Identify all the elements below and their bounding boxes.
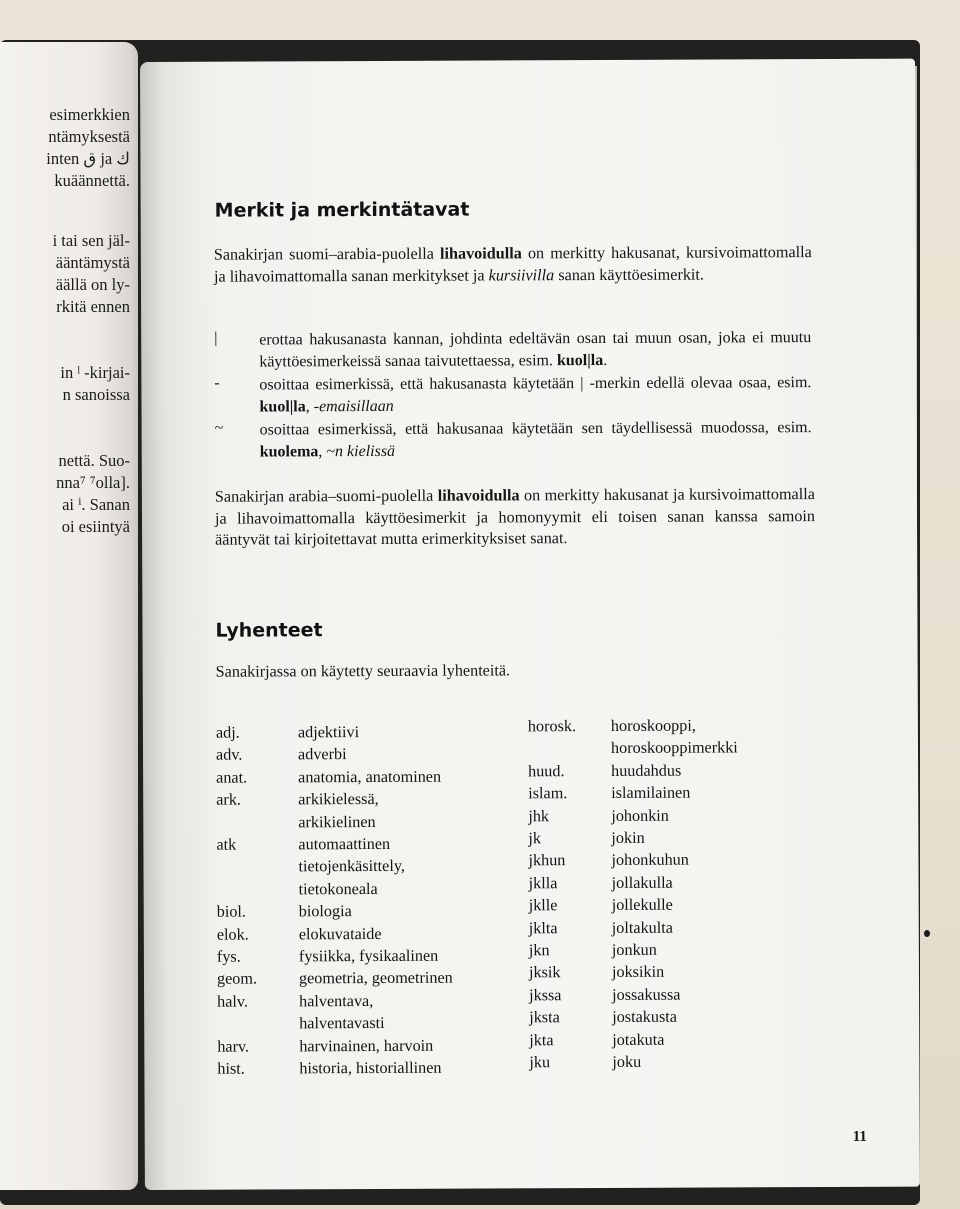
left-page-line: oi esiintyä xyxy=(61,517,130,536)
mark-example-headword: kuolema xyxy=(259,442,319,460)
abbreviation-meaning: fysiikka, fysikaalinen xyxy=(298,946,439,966)
abbreviation-meaning: tietojenkäsittely, xyxy=(298,857,405,876)
abbreviation-meaning: jokin xyxy=(611,828,645,847)
abbreviation-meaning: johonkin xyxy=(611,806,669,825)
abbreviation-meaning: halventavasti xyxy=(299,1014,385,1033)
mark-description-text: . xyxy=(603,351,608,369)
mark-description xyxy=(260,417,812,462)
abbreviation: huud. xyxy=(528,761,565,781)
arabic-side-paragraph: Sanakirjan arabia–suomi-puolella lihavoidulla on merkitty hakusanat ja kursivoimattomalla ja lihavoimattomalla käyttöesimerkit ja homonyymit eli toisen sanan kanssa samoin ääntyvät tai kirjoitettavat mutta erimerkityksiset sanat. xyxy=(214,485,816,549)
abbreviation-meaning: halventava, xyxy=(299,991,374,1011)
abbreviation-meaning: arkikielessä, xyxy=(298,790,379,809)
mark-example-headword: kuol|la xyxy=(556,351,604,369)
left-page-line: ntämyksestä xyxy=(48,127,130,146)
mark-example-usage: -emaisillaan xyxy=(313,397,394,415)
abbreviation: jk xyxy=(528,829,542,848)
left-page-line: rkitä ennen xyxy=(56,297,130,316)
mark-description-text: , xyxy=(318,442,327,460)
abbreviation: fys. xyxy=(216,947,241,966)
abbreviation: geom. xyxy=(216,969,258,989)
left-page-line: nettä. Suo- xyxy=(58,451,130,470)
abbreviation-meaning: jonkun xyxy=(611,940,657,959)
left-page xyxy=(0,42,138,1190)
mark-description xyxy=(259,327,811,372)
abbreviation-meaning: joksikin xyxy=(611,963,665,982)
mark-description-text: , xyxy=(305,397,314,415)
mark-example-headword: kuol|la xyxy=(259,397,306,415)
abbreviation-meaning: anatomia, anatominen xyxy=(298,767,442,787)
abbreviation-meaning: arkikielinen xyxy=(298,812,376,831)
mark-description xyxy=(259,372,811,417)
abbreviation: islam. xyxy=(528,784,568,803)
abbreviation-meaning: horoskooppimerkki xyxy=(610,738,738,758)
abbreviation-meaning: islamilainen xyxy=(611,783,691,803)
abbreviation-meaning: elokuvataide xyxy=(298,924,382,943)
abbreviation-meaning: geometria, geometrinen xyxy=(298,969,453,988)
abbreviation-meaning: huudahdus xyxy=(611,761,682,780)
abbreviation: biol. xyxy=(216,902,246,921)
abbreviation: halv. xyxy=(217,992,249,1011)
right-page xyxy=(140,59,920,1190)
mark-symbol: | xyxy=(214,329,218,347)
abbreviation: jkhun xyxy=(528,851,566,870)
section-title-lyhenteet: Lyhenteet xyxy=(215,619,323,642)
abbreviation-meaning: biologia xyxy=(298,902,352,921)
abbreviation: jkta xyxy=(529,1030,554,1049)
abbreviation-meaning: horoskooppi, xyxy=(610,716,696,735)
abbreviation: hist. xyxy=(217,1059,245,1078)
abbreviation: jklla xyxy=(528,873,558,893)
abbreviation: elok. xyxy=(216,925,249,944)
abbreviation: jklta xyxy=(528,918,558,937)
mark-symbol: - xyxy=(214,374,220,392)
abbreviation: jksta xyxy=(529,1008,560,1027)
abbreviation: jkn xyxy=(528,941,550,960)
abbreviation: jklle xyxy=(528,896,558,915)
abbreviation-meaning: historia, historiallinen xyxy=(299,1058,442,1078)
abbreviation: jksik xyxy=(528,963,561,982)
abbreviation-meaning: adverbi xyxy=(297,745,347,764)
abbreviations-intro: Sanakirjassa on käytetty seuraavia lyhenteitä. xyxy=(215,661,511,681)
left-page-line: i tai sen jäl- xyxy=(52,231,130,250)
abbreviation-meaning: jollekulle xyxy=(611,895,673,915)
left-page-line: ääntämystä xyxy=(55,253,130,272)
abbreviation-meaning: jossakussa xyxy=(612,985,681,1004)
mark-description-text: erottaa hakusanasta kannan, johdinta edeltävän osan tai muun osan, joka ei muutu käyttöesimerkeissä sanaa taivutettaessa, esim. xyxy=(259,329,812,370)
abbreviation: jkssa xyxy=(529,985,562,1005)
abbreviation: ark. xyxy=(216,790,241,809)
abbreviation-meaning: jollakulla xyxy=(611,873,673,892)
abbreviation-meaning: automaattinen xyxy=(298,834,391,854)
left-page-line: n sanoissa xyxy=(62,385,130,404)
abbreviation-meaning: jotakuta xyxy=(612,1030,665,1049)
left-page-line: ai ⁱ. Sanan xyxy=(62,495,130,514)
abbreviation-meaning: jostakusta xyxy=(612,1007,677,1027)
intro-paragraph: Sanakirjan suomi–arabia-puolella lihavoidulla on merkitty hakusanat, kursivoimattomalla ja lihavoimattomalla sanan merkitykset ja kursiivilla sanan käyttöesimerkit. xyxy=(213,243,812,286)
left-page-line: inten ق ja ك xyxy=(46,149,130,168)
left-page-line: in ˡ -kirjai- xyxy=(60,363,130,382)
abbreviation-meaning: johonkuhun xyxy=(611,851,689,870)
abbreviation-meaning: harvinainen, harvoin xyxy=(299,1036,434,1055)
abbreviation-meaning: joku xyxy=(612,1052,642,1071)
abbreviation: jhk xyxy=(528,806,550,825)
left-page-line: esimerkkien xyxy=(49,105,130,124)
abbreviation: harv. xyxy=(217,1037,250,1056)
margin-dot xyxy=(924,930,930,937)
mark-symbol: ~ xyxy=(214,419,224,437)
abbreviation-meaning: tietokoneala xyxy=(298,879,378,899)
abbreviation: anat. xyxy=(216,768,248,787)
left-page-line: äällä on ly- xyxy=(55,275,130,294)
mark-description-text: osoittaa esimerkissä, että hakusanaa käytetään sen täydellisessä muodossa, esim. xyxy=(259,419,812,439)
mark-description-text: osoittaa esimerkissä, että hakusanasta käytetään | -merkin edellä olevaa osaa, esim. xyxy=(259,374,812,394)
abbreviation: horosk. xyxy=(527,717,577,736)
abbreviation-meaning: joltakulta xyxy=(611,918,673,937)
left-page-line: kuäännettä. xyxy=(54,171,130,190)
page-number: 11 xyxy=(852,1128,867,1145)
section-title-merkit: Merkit ja merkintätavat xyxy=(214,198,470,222)
abbreviation: atk xyxy=(216,835,237,854)
abbreviation-meaning: adjektiivi xyxy=(297,723,360,742)
abbreviation: adj. xyxy=(215,723,240,742)
mark-example-usage: ~n kielissä xyxy=(326,442,396,460)
left-page-line: nna⁷ ⁷olla]. xyxy=(56,473,130,492)
abbreviation: jku xyxy=(529,1053,551,1072)
abbreviation: adv. xyxy=(215,745,243,765)
